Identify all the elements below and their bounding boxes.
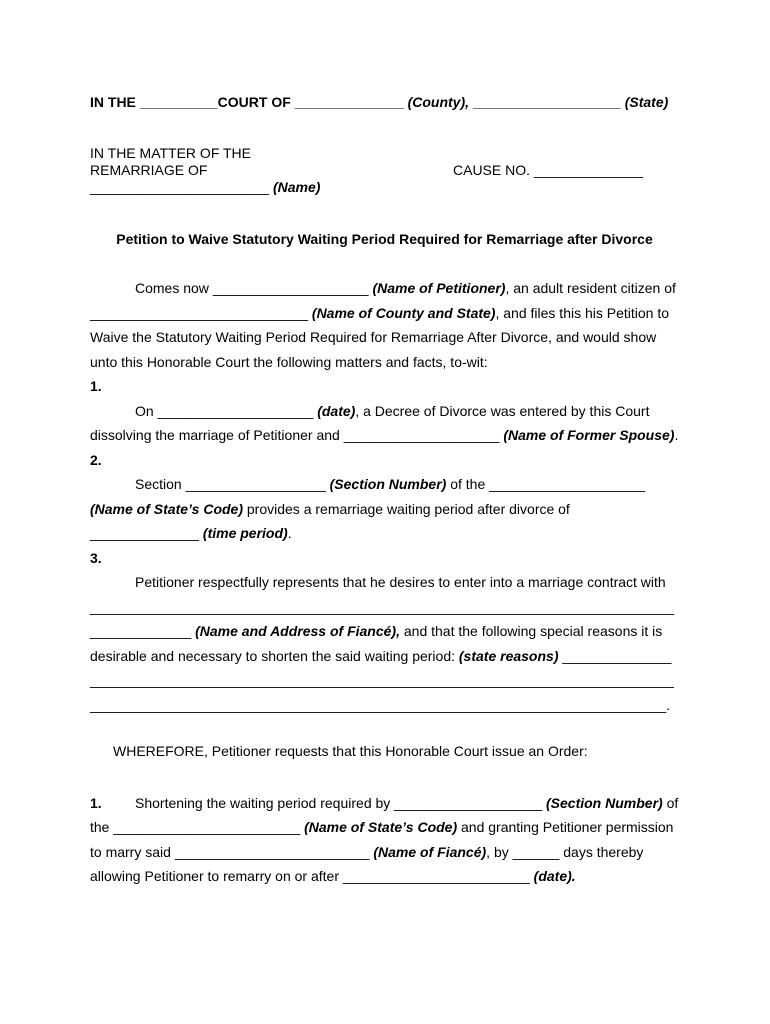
text-segment: IN THE (90, 94, 140, 110)
text-segment: (Name of Former Spouse) (503, 427, 675, 443)
text-segment: REMARRIAGE OF (90, 161, 208, 178)
petition-body (90, 276, 679, 717)
matter-line-1 (90, 145, 679, 162)
paragraph-line (90, 472, 679, 497)
court-header-line (90, 90, 679, 115)
order-line (90, 791, 679, 816)
blank-field[interactable]: _____________ (90, 623, 192, 639)
blank-field[interactable]: ____________________ (157, 402, 314, 419)
case-caption (90, 145, 679, 196)
paragraph-line (90, 350, 679, 375)
paragraph-line (90, 423, 679, 448)
text-segment: (Name) (272, 178, 321, 195)
text-segment: 1. (90, 378, 102, 394)
text-segment: Comes now (135, 280, 213, 296)
order-line (90, 815, 679, 840)
text-segment: CAUSE NO. (453, 161, 534, 178)
text-segment: (Name of Petitioner) (372, 280, 506, 296)
text-segment: , and files this his Petition to (495, 304, 670, 321)
blank-field[interactable]: ______________ (533, 161, 643, 178)
text-segment: to marry said (90, 843, 175, 860)
blank-field[interactable]: ___________________________________________________________________________ (90, 672, 674, 688)
blank-field[interactable]: _________________________ (174, 843, 370, 860)
text-segment: WHEREFORE, Petitioner requests that this Honorable Court issue an Order: (113, 743, 588, 759)
text-segment: (Name of Fiancé) (373, 843, 487, 860)
text-segment: (state reasons) (458, 647, 559, 664)
text-segment: 2. (90, 451, 102, 468)
text-segment: (Name of County and State) (311, 304, 496, 321)
text-segment: Petitioner respectfully represents that he desires to enter into a marriage contract with (135, 574, 666, 590)
text-segment: , an adult resident citizen of (505, 280, 676, 296)
text-segment: Section (135, 476, 186, 492)
paragraph-line (90, 619, 679, 644)
blank-field[interactable]: ______________ (294, 94, 404, 110)
blank-field[interactable]: ___________________ (472, 94, 621, 110)
paragraph-line (90, 497, 679, 522)
text-segment: (Section Number) (546, 794, 663, 811)
text-segment: 3. (90, 549, 102, 566)
text-segment: . (674, 427, 679, 443)
text-segment: (Section Number) (329, 476, 447, 492)
text-segment: and granting Petitioner permission (457, 819, 674, 835)
blank-field[interactable]: ________________________ (342, 868, 530, 884)
paragraph-line (90, 644, 679, 669)
paragraph-line (90, 521, 679, 546)
paragraph-line (90, 276, 679, 301)
text-segment: On (135, 402, 158, 419)
text-segment: IN THE MATTER OF THE (90, 144, 252, 161)
text-segment: . (666, 696, 671, 713)
blank-field[interactable]: ____________________ (212, 280, 369, 296)
blank-field[interactable]: ______________ (90, 525, 200, 541)
blank-field[interactable]: ________________________ (113, 819, 301, 835)
text-segment: (Name of State’s Code) (90, 500, 243, 517)
text-segment: provides a remarriage waiting period after divorce of (243, 500, 570, 517)
text-segment: Waive the Statutory Waiting Period Required for Remarriage After Divorce, and would show (90, 329, 657, 345)
text-segment: , a Decree of Divorce was entered by this Court (355, 402, 650, 419)
text-segment: unto this Honorable Court the following matters and facts, to-wit: (90, 353, 488, 370)
text-segment: (date) (317, 402, 356, 419)
list-number: 1. (90, 794, 102, 811)
text-segment: Shortening the waiting period required by (135, 794, 395, 811)
paragraph-line (90, 301, 679, 326)
blank-field[interactable]: __________________ (185, 476, 326, 492)
text-segment: the (90, 819, 114, 835)
blank-writein-line (90, 693, 679, 718)
order-line (90, 840, 679, 865)
blank-field[interactable]: ____________________________ (90, 304, 309, 321)
text-segment: COURT OF (217, 94, 295, 110)
blank-field[interactable]: __________ (139, 94, 218, 110)
cause-number-line (453, 162, 643, 179)
document-content (90, 0, 679, 889)
text-segment: of (662, 794, 679, 811)
petitioner-name-line (90, 179, 679, 196)
blank-field[interactable]: ______ (512, 843, 560, 860)
blank-writein-line (90, 595, 679, 620)
text-segment: days thereby (559, 843, 644, 860)
paragraph-line (90, 325, 679, 350)
text-segment: allowing Petitioner to remarry on or after (90, 868, 343, 884)
text-segment: (Name and Address of Fiancé), (195, 623, 400, 639)
text-segment: (date). (533, 868, 576, 884)
text-segment: dissolving the marriage of Petitioner and (90, 427, 344, 443)
paragraph-line (90, 399, 679, 424)
text-segment: of the (446, 476, 490, 492)
item-number-3 (90, 546, 679, 571)
blank-field[interactable]: ____________________ (343, 427, 500, 443)
order-line (90, 864, 679, 889)
blank-field[interactable]: _______________________ (90, 178, 270, 195)
text-segment: desirable and necessary to shorten the said waiting period: (90, 647, 459, 664)
blank-field[interactable]: ______________ (562, 647, 672, 664)
blank-field[interactable]: __________________________________________________________________________ (90, 696, 667, 713)
wherefore-line (90, 739, 679, 764)
text-segment: (time period) (202, 525, 288, 541)
order-request-block (90, 791, 679, 889)
text-segment: and that the following special reasons it is (399, 623, 663, 639)
text-segment: . (287, 525, 292, 541)
blank-writein-line (90, 668, 679, 693)
paragraph-line (90, 570, 679, 595)
text-segment: (Name of State’s Code) (304, 819, 458, 835)
item-number-1 (90, 374, 679, 399)
blank-field[interactable]: ___________________________________________________________________________ (90, 598, 674, 615)
item-number-2 (90, 448, 679, 473)
blank-field[interactable]: ____________________ (489, 476, 645, 492)
document-title: Petition to Waive Statutory Waiting Period Required for Remarriage after Divorce (116, 230, 653, 247)
blank-field[interactable]: ___________________ (394, 794, 543, 811)
text-segment: , by (486, 843, 513, 860)
text-segment: (State) (624, 94, 669, 110)
text-segment: (County), (407, 94, 469, 110)
